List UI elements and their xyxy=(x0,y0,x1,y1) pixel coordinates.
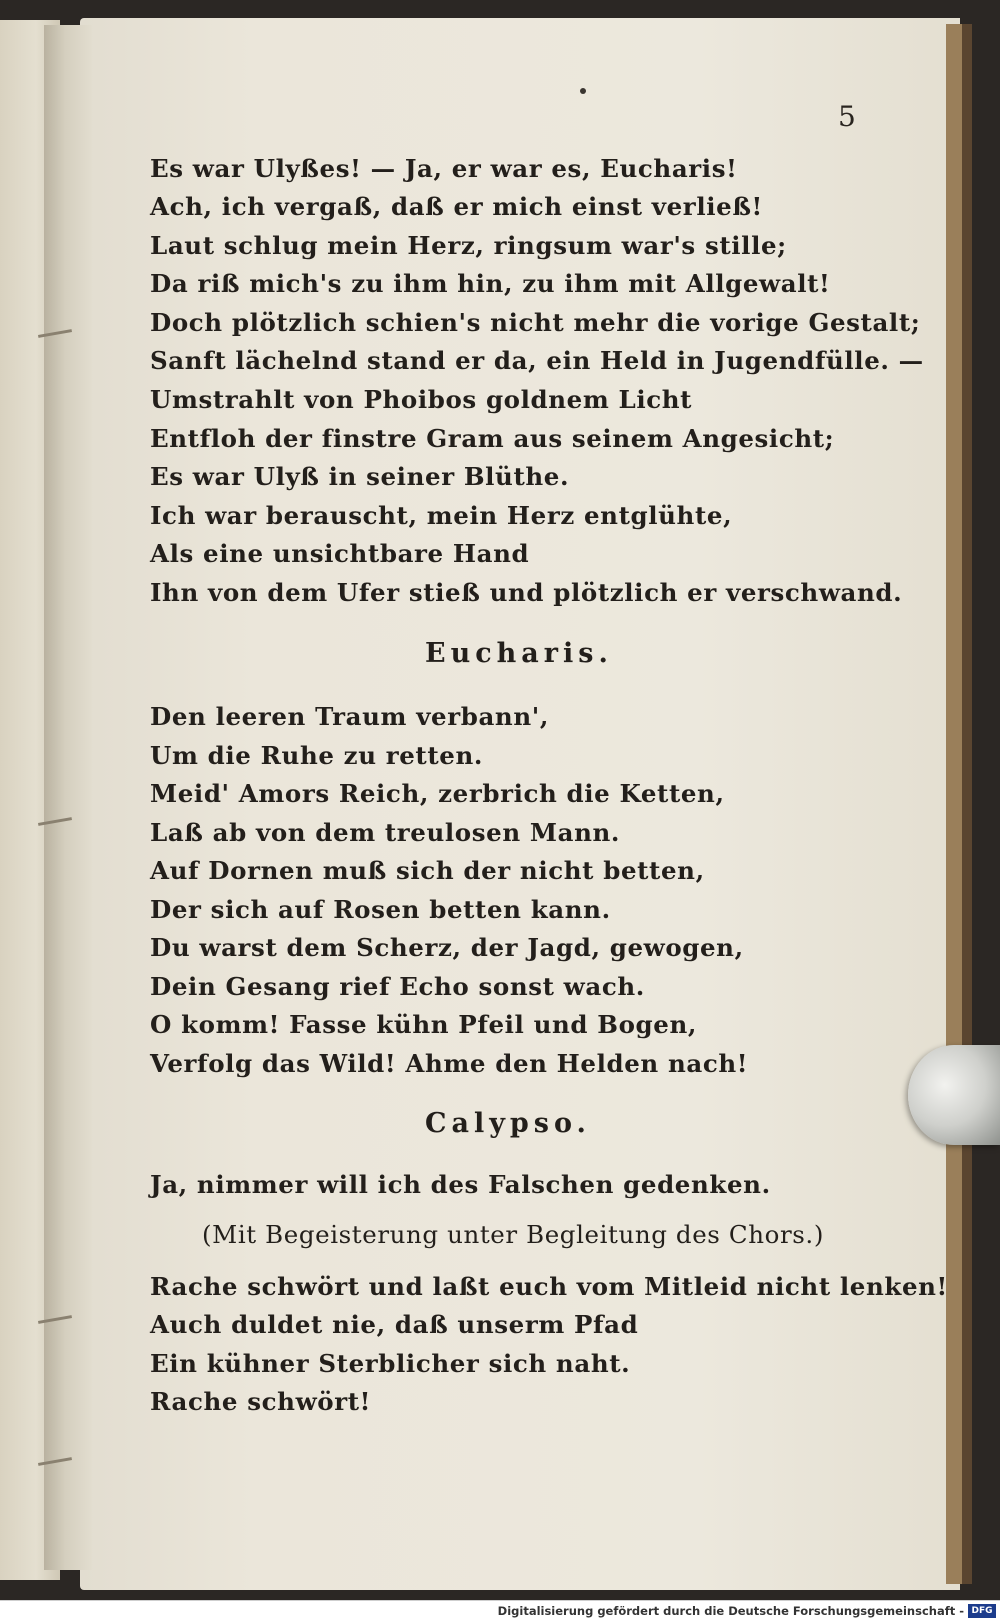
verse-line: Da riß mich's zu ihm hin, zu ihm mit Allgewalt! xyxy=(150,269,831,298)
verse-line: Laut schlug mein Herz, ringsum war's stille; xyxy=(150,231,787,260)
verse-line: Ach, ich vergaß, daß er mich einst verließ! xyxy=(150,192,763,221)
page-number: 5 xyxy=(838,100,857,133)
verse-line: Sanft lächelnd stand er da, ein Held in Jugendfülle. — xyxy=(150,346,924,375)
verse-line: Als eine unsichtbare Hand xyxy=(150,539,530,568)
verse-line: Rache schwört und laßt euch vom Mitleid nicht lenken! xyxy=(150,1272,948,1301)
footer-bar xyxy=(0,1600,1000,1622)
verse-line: Du warst dem Scherz, der Jagd, gewogen, xyxy=(150,933,744,962)
verse-line: Meid' Amors Reich, zerbrich die Ketten, xyxy=(150,779,725,808)
verse-line: Der sich auf Rosen betten kann. xyxy=(150,895,611,924)
verse-line: Entfloh der finstre Gram aus seinem Angesicht; xyxy=(150,424,835,453)
verse-line: Doch plötzlich schien's nicht mehr die vorige Gestalt; xyxy=(150,308,921,337)
book-cover-shadow xyxy=(962,24,972,1584)
dfg-logo: DFG xyxy=(968,1604,996,1618)
stage-direction: (Mit Begeisterung unter Begleitung des Chors.) xyxy=(202,1220,824,1249)
verse-line: Auch duldet nie, daß unserm Pfad xyxy=(150,1310,639,1339)
verse-line: Dein Gesang rief Echo sonst wach. xyxy=(150,972,645,1001)
verse-line: O komm! Fasse kühn Pfeil und Bogen, xyxy=(150,1010,697,1039)
page-clip xyxy=(908,1045,1000,1145)
verse-line: Es war Ulyß in seiner Blüthe. xyxy=(150,462,570,491)
verse-line: Ich war berauscht, mein Herz entglühte, xyxy=(150,501,733,530)
verse-line: Verfolg das Wild! Ahme den Helden nach! xyxy=(150,1049,749,1078)
verse-line: Den leeren Traum verbann', xyxy=(150,702,549,731)
verse-line: Umstrahlt von Phoibos goldnem Licht xyxy=(150,385,693,414)
ink-speck xyxy=(580,88,586,94)
verse-line: Laß ab von dem treulosen Mann. xyxy=(150,818,621,847)
verse-line: Ein kühner Sterblicher sich naht. xyxy=(150,1349,631,1378)
verse-line: Es war Ulyßes! — Ja, er war es, Eucharis! xyxy=(150,154,738,183)
verse-line: Ihn von dem Ufer stieß und plötzlich er verschwand. xyxy=(150,578,903,607)
verse-line: Auf Dornen muß sich der nicht betten, xyxy=(150,856,705,885)
funding-notice: Digitalisierung gefördert durch die Deutsche Forschungsgemeinschaft - xyxy=(497,1604,964,1618)
verse-line: Ja, nimmer will ich des Falschen gedenken. xyxy=(150,1170,771,1199)
verse-line: Um die Ruhe zu retten. xyxy=(150,741,483,770)
speaker-heading: Eucharis. xyxy=(425,638,613,669)
verse-line: Rache schwört! xyxy=(150,1387,371,1416)
page-gutter xyxy=(44,25,92,1570)
speaker-heading: Calypso. xyxy=(425,1108,591,1139)
